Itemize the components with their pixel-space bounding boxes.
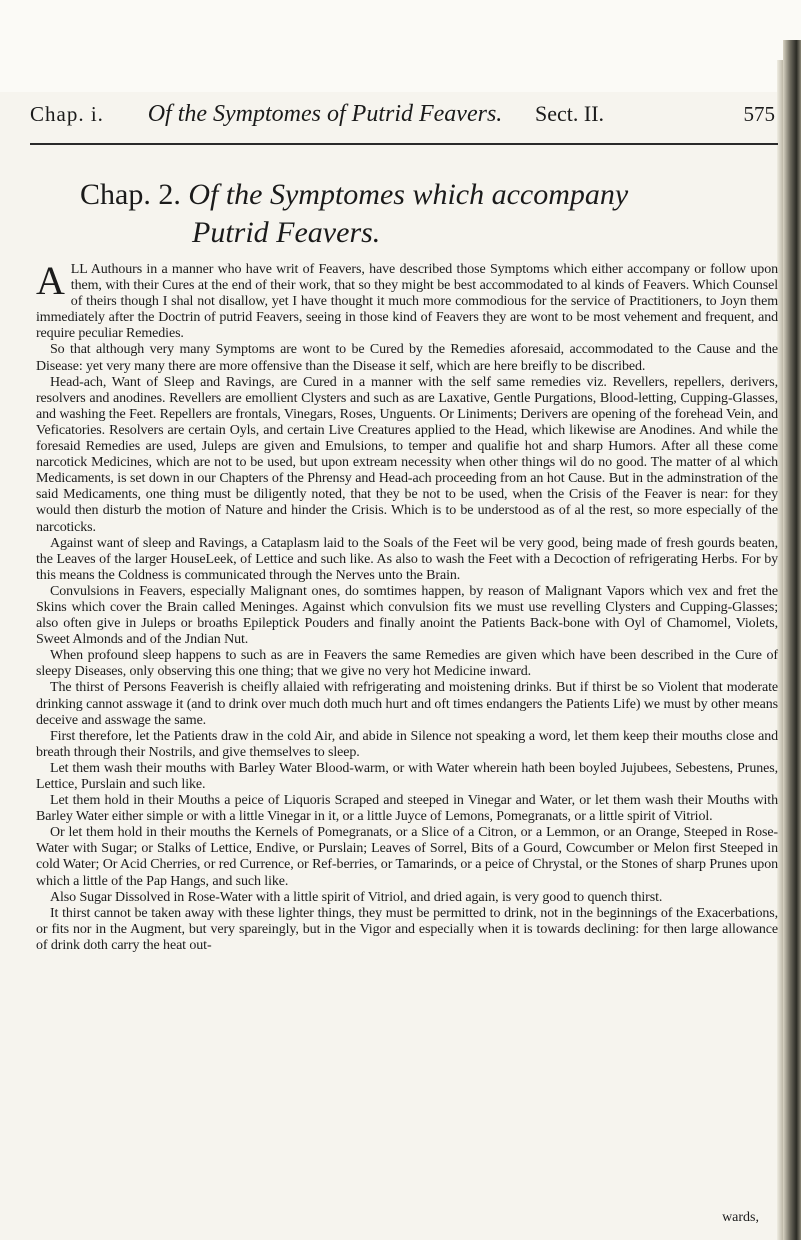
- running-head: [30, 101, 778, 145]
- running-head-section: Sect. II.: [535, 101, 605, 126]
- page-number: 575: [743, 102, 775, 126]
- catchword: wards,: [722, 1210, 759, 1225]
- drop-cap: A: [36, 258, 65, 303]
- paragraph-8: First therefore, let the Patients draw in the cold Air, and abide in Silence not speaking a word, let them keep their mouths close and breath through their Nostrils, and give themselves to sleep.: [36, 728, 778, 760]
- paragraph-2: So that although very many Symptoms are wont to be Cured by the Remedies aforesaid, accommodated to the Cause and the Disease: yet very many there are more offensive than the Disease it self, which are here breifly to be discribed.: [36, 342, 778, 374]
- paragraph-10: Let them hold in their Mouths a peice of Liquoris Scraped and steeped in Vinegar and Water, or let them wash their Mouths with Barley Water either simple or with a little Vinegar in it, or a little Juyce of Lemons, Pomegranats, or a little spirit of Vitriol.: [36, 793, 778, 825]
- paragraph-9: Let them wash their mouths with Barley Water Blood-warm, or with Water wherein hath been boyled Jujubees, Sebestens, Prunes, Lettice, Purslain and such like.: [36, 760, 778, 792]
- paragraph-6: When profound sleep happens to such as are in Feavers the same Remedies are given which have been described in the Cure of sleepy Diseases, only observing this one thing; that we give no very hot Medicine inward.: [36, 648, 778, 680]
- paragraph-1-text: LL Authours in a manner who have writ of Feavers, have described those Symptoms which either accompany or follow upon them, with their Cures at the end of their work, that so they might be best accommodated to al kinds of Feavers. Which Counsel of theirs though I shal not disallow, yet I have thought it much more commodious for the service of Practitioners, to Joyn them immediately after the Doctrin of putrid Feavers, seeing in those kind of Feavers they are wont to be most vehement and frequent, and require peculiar Remedies.: [36, 262, 778, 342]
- running-head-title: Of the Symptomes of Putrid Feavers.: [147, 101, 503, 127]
- chapter-label: Chap. 2.: [80, 178, 181, 211]
- paragraph-13: It thirst cannot be taken away with these lighter things, they must be permitted to drink, not in the beginnings of the Exacerbations, or fits nor in the Augment, but very spareingly, but in the Vigor and especially when it is towards declining: for then large allowance of drink doth carry the heat out-: [36, 905, 778, 953]
- chapter-title-line1: Of the Symptomes which accompany: [188, 178, 629, 211]
- paragraph-7: The thirst of Persons Feaverish is cheifly allaied with refrigerating and moistening drinks. But if thirst be so Violent that moderate drinking cannot asswage it (and to drink over much doth much hurt and oft times endangers the Patients Life) we must by other means deceive and asswage the same.: [36, 680, 778, 728]
- running-head-chapter: Chap. i.: [30, 102, 104, 126]
- book-spine-shadow: [783, 40, 801, 1240]
- paragraph-4: Against want of sleep and Ravings, a Cataplasm laid to the Soals of the Feet wil be very good, being made of fresh gourds beaten, the Leaves of the larger HouseLeek, of Lettice and such like. As also to wash the Feet with a Decoction of refrigerating Herbs. For by this means the Coldness is communicated through the Nerves unto the Brain.: [36, 535, 778, 583]
- paragraph-11: Or let them hold in their mouths the Kernels of Pomegranats, or a Slice of a Citron, or a Lemmon, or an Orange, Steeped in Rose-Water with Sugar; or Stalks of Lettice, Endive, or Purslain; Leaves of Sorrel, Bits of a Gourd, Cowcumber or Melon first Steeped in cold Water; Or Acid Cherries, or red Currence, or Ref-berries, or Tamarinds, or a peice of Chrystal, or the Stones of sharp Prunes upon which a little of the Pap Hangs, and such like.: [36, 825, 778, 889]
- paragraph-1: [36, 258, 778, 342]
- paragraph-5: Convulsions in Feavers, especially Malignant ones, do somtimes happen, by reason of Malignant Vapors which vex and fret the Skins which cover the Brain called Meninges. Against which convulsion fits we must use revelling Clysters and Cupping-Glasses; also often give in Juleps or broaths Epileptick Pouders and finally anoint the Patients Back-bone with Oyl of Chamomel, Violets, Sweet Almonds and of the Jndian Nut.: [36, 583, 778, 648]
- body-text: [36, 258, 778, 954]
- top-margin: [0, 0, 801, 92]
- chapter-heading: [80, 176, 770, 252]
- chapter-title-line2: Putrid Feavers.: [192, 216, 381, 249]
- paragraph-12: Also Sugar Dissolved in Rose-Water with a little spirit of Vitriol, and dried again, is very good to quench thirst.: [50, 889, 663, 905]
- paragraph-3: Head-ach, Want of Sleep and Ravings, are Cured in a manner with the self same remedies viz. Revellers, repellers, derivers, resolvers and anodines. Revellers are emollient Clysters and such as are Laxative, Gentle Purgations, Blood-letting, Cupping-Glasses, and washing the Feet. Repellers are frontals, Vinegars, Roses, Unguents. Or Liniments; Derivers are opening of the forehead Vein, and Veficatories. Resolvers are certain Oyls, and certain Live Creatures applied to the Head, which likewise are Anodines. And while the foresaid Remedies are used, Juleps are given and Emulsions, to temper and qualifie hot and sharp Humors. After all these come narcotick Medicines, which are not to be used, but upon extream necessity when other things wil do no good. The matter of al which Medicaments, is set down in our Chapters of the Phrensy and Head-ach proceeding from an hot Cause. But in the adminstration of the said Medicaments, one thing must be diligently noted, that they be not to be used, when the Crisis of the Feaver is near: for they would then disturb the motion of Nature and hinder the Crisis. Which is to be understood as of al the rest, so more especially of the narcoticks.: [36, 374, 778, 535]
- header-rule: [30, 143, 778, 145]
